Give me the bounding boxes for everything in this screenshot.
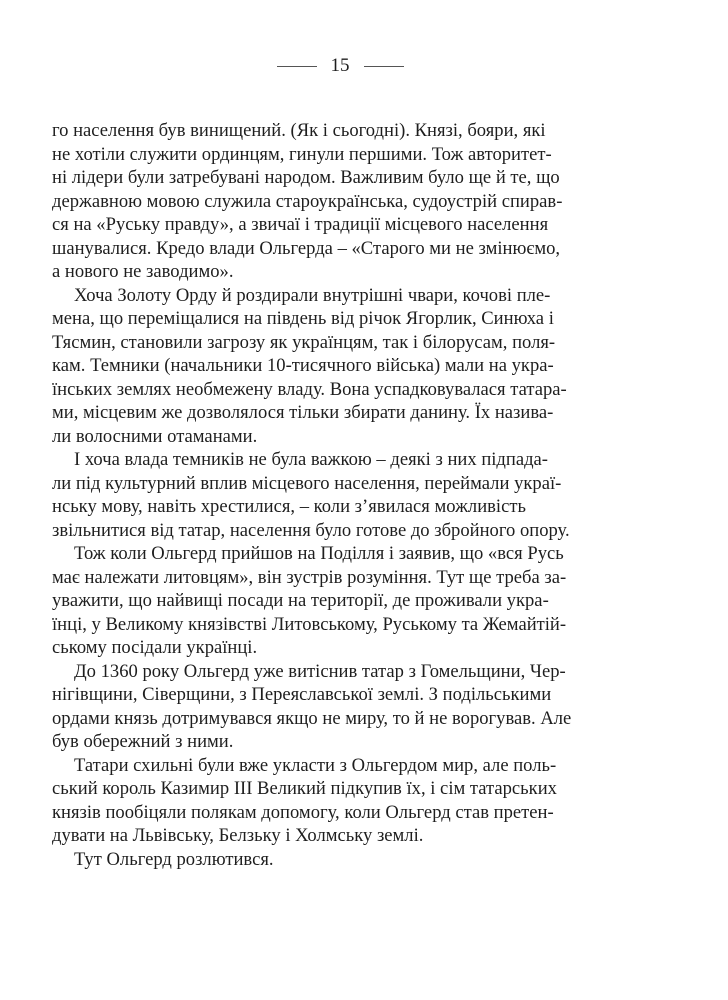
header-rule-left <box>277 66 317 67</box>
text-line: До 1360 року Ольгерд уже витіснив татар з Гомельщини, Чер- <box>74 660 566 682</box>
text-line: мена, що переміщалися на південь від річок Ягорлик, Синюха і <box>52 308 554 329</box>
text-line: шанувалися. Кредо влади Ольгерда – «Старого ми не змінюємо, <box>52 237 561 259</box>
text-line: має належати литовцям», він зустрів розуміння. Тут ще треба за- <box>52 566 567 588</box>
text-line: Тут Ольгерд розлютився. <box>74 848 274 870</box>
paragraph <box>52 660 572 754</box>
text-line: ли волосними отаманами. <box>52 425 258 447</box>
text-line: ся на «Руську правду», а звичаї і традиції місцевого населення <box>52 214 549 235</box>
page-header <box>0 55 680 77</box>
paragraph <box>52 754 557 848</box>
paragraph <box>52 284 567 449</box>
text-line: ми, місцевим же дозволялося тільки збирати данину. Їх назива- <box>52 402 554 423</box>
text-line: державною мовою служила староукраїнська, судоустрій спирав- <box>52 190 563 212</box>
text-line: їнці, у Великому князівстві Литовському, Руському та Жемайтій- <box>52 613 567 635</box>
text-line: І хоча влада темників не була важкою – деякі з них підпада- <box>74 449 549 470</box>
text-line: ський король Казимир III Великий підкупив їх, і сім татарських <box>52 778 557 799</box>
header-rule-right <box>364 66 404 67</box>
text-line: нігівщини, Сіверщини, з Переяславської землі. З подільськими <box>52 684 552 705</box>
page-body-text <box>52 119 572 871</box>
paragraph <box>52 848 516 872</box>
text-line: кам. Темники (начальники 10-тисячного війська) мали на укра- <box>52 355 554 376</box>
text-line: був обережний з ними. <box>52 731 234 752</box>
text-line: Тож коли Ольгерд прийшов на Поділля і заявив, що «вся Русь <box>74 543 564 564</box>
text-line: ні лідери були затребувані народом. Важливим було ще й те, що <box>52 167 560 188</box>
paragraph <box>52 448 570 542</box>
paragraph <box>52 119 563 284</box>
text-line: ордами князь дотримувався якщо не миру, то й не ворогував. Але <box>52 707 572 729</box>
text-line: князів пообіцяли полякам допомогу, коли Ольгерд став претен- <box>52 801 554 823</box>
text-line: звільнитися від татар, населення було готове до збройного опору. <box>52 519 570 541</box>
page-number: 15 <box>330 55 350 76</box>
text-line: дувати на Львівську, Белзьку і Холмську землі. <box>52 825 424 846</box>
paragraph <box>52 542 567 660</box>
text-line: нську мову, навіть хрестилися, – коли з’явилася можливість <box>52 496 526 517</box>
text-line: Тясмин, становили загрозу як українцям, так і білорусам, поля- <box>52 331 556 353</box>
text-line: ському посідали українці. <box>52 637 258 658</box>
text-line: го населення був винищений. (Як і сьогодні). Князі, бояри, які <box>52 120 546 141</box>
text-line: уважити, що найвищі посади на території, де проживали укра- <box>52 590 549 611</box>
text-line: не хотіли служити ординцям, гинули першими. Тож авторитет- <box>52 143 552 165</box>
text-line: їнських землях необмежену владу. Вона успадковувалася татара- <box>52 378 567 400</box>
text-line: а нового не заводимо». <box>52 261 234 282</box>
text-line: Татари схильні були вже укласти з Ольгердом мир, але поль- <box>74 754 557 776</box>
text-line: ли під культурний вплив місцевого населення, переймали украї- <box>52 472 562 494</box>
text-line: Хоча Золоту Орду й роздирали внутрішні чвари, кочові пле- <box>74 284 551 306</box>
